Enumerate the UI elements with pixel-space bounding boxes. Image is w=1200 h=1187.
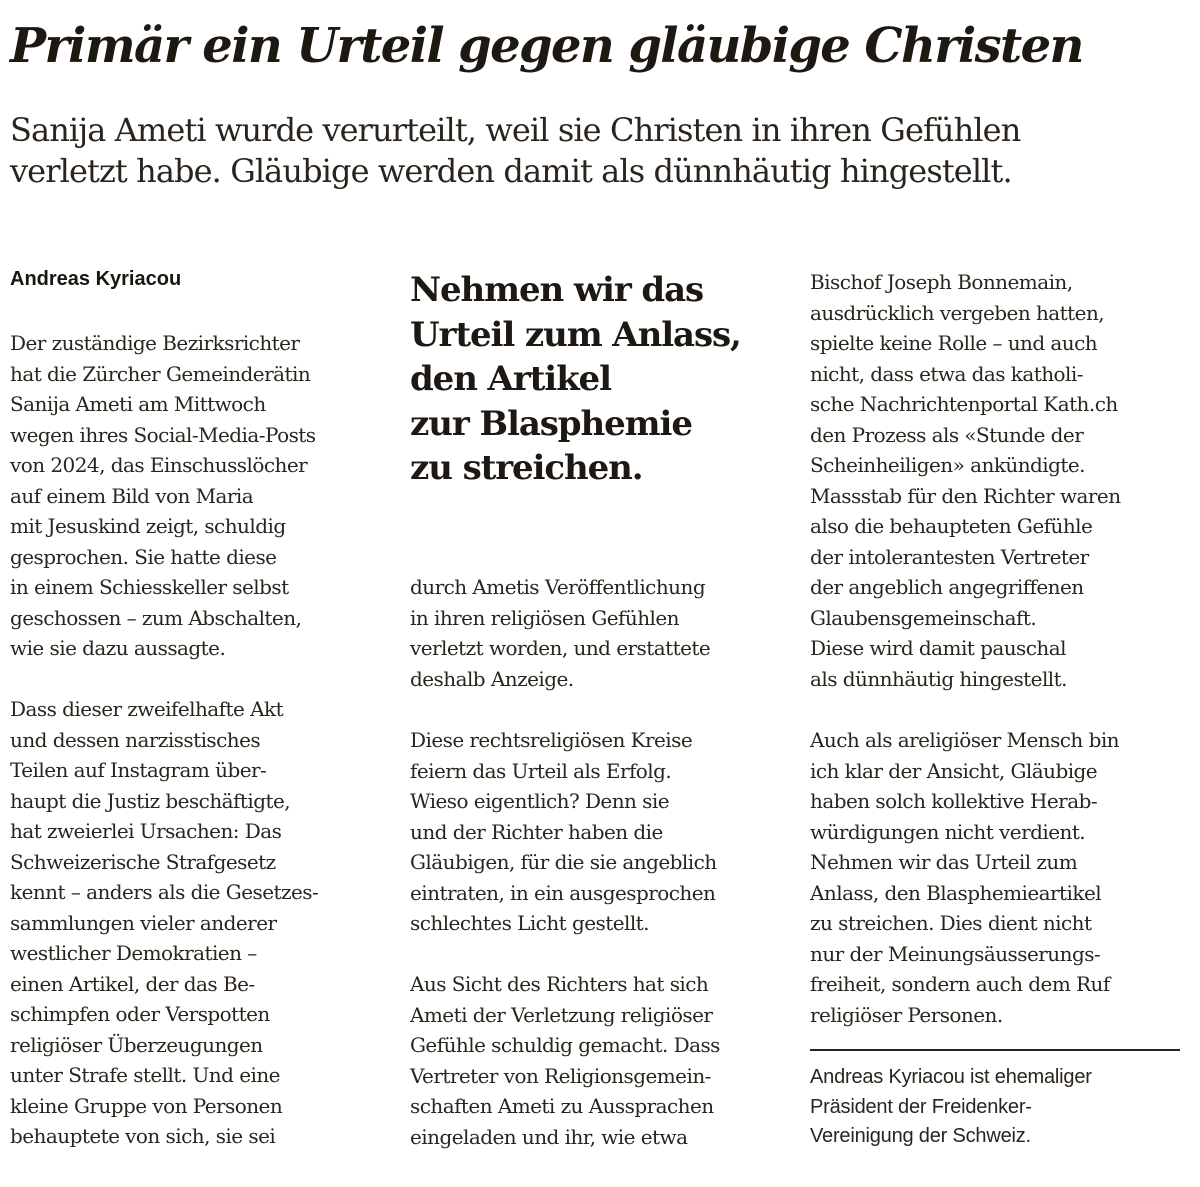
text-line: hat zweierlei Ursachen: Das — [10, 819, 282, 843]
text-line: Diese rechtsreligiösen Kreise — [410, 728, 693, 752]
text-line: den Artikel — [410, 359, 611, 399]
text-line: ich klar der Ansicht, Gläubige — [810, 758, 1098, 783]
text-line: eingeladen und ihr, wie etwa — [410, 1124, 688, 1149]
text-line: von 2024, das Einschusslöcher — [10, 453, 308, 477]
text-line: sche Nachrichtenportal Kath.ch — [810, 392, 1118, 416]
text-line: auf einem Bild von Maria — [10, 483, 254, 508]
paragraph — [10, 328, 316, 664]
text-line: religiöser Personen. — [810, 1002, 1003, 1027]
text-line: haupt die Justiz beschäftigte, — [10, 788, 291, 813]
text-line: Massstab für den Richter waren — [810, 483, 1121, 508]
text-line: verletzt worden, und erstattete — [410, 636, 711, 660]
text-line: Schweizerische Strafgesetz — [10, 849, 276, 874]
text-line: Bischof Joseph Bonnemain, — [810, 270, 1073, 294]
text-line: Wieso eigentlich? Denn sie — [410, 789, 670, 813]
column-3-bottom — [810, 725, 1119, 1030]
column-2-bottom — [410, 969, 720, 1152]
text-line: Anlass, den Blasphemieartikel — [810, 880, 1102, 905]
text-line: Auch als areligiöser Mensch bin — [810, 728, 1120, 752]
bio-divider — [810, 1049, 1180, 1051]
text-line: Präsident der Freidenker- — [810, 1095, 1032, 1118]
text-line: eintraten, in ein ausgesprochen — [410, 880, 716, 905]
text-line: schlechtes Licht gestellt. — [410, 911, 649, 935]
text-line: Teilen auf Instagram über- — [10, 758, 267, 782]
text-line: durch Ametis Veröffentlichung — [410, 575, 706, 599]
text-line: haben solch kollektive Herab- — [810, 789, 1098, 813]
text-line: als dünnhäutig hingestellt. — [810, 666, 1067, 691]
text-line: freiheit, sondern auch dem Ruf — [810, 972, 1110, 996]
text-line: feiern das Urteil als Erfolg. — [410, 758, 672, 783]
paragraph — [810, 267, 1121, 694]
text-line: behauptete von sich, sie sei — [10, 1124, 276, 1148]
author-byline: Andreas Kyriacou — [10, 268, 182, 290]
text-line: westlicher Demokratien – — [10, 941, 257, 965]
text-line: und dessen narzisstisches — [10, 727, 261, 752]
text-line: zu streichen. — [410, 448, 643, 488]
lead-line: Sanija Ameti wurde verurteilt, weil sie Christen in ihren Gefühlen — [10, 111, 1021, 149]
text-line: Urteil zum Anlass, — [410, 314, 741, 355]
text-line: Vereinigung der Schweiz. — [810, 1125, 1031, 1147]
text-line: nur der Meinungsäusserungs- — [810, 941, 1101, 966]
paragraph — [410, 725, 717, 939]
text-line: also die behaupteten Gefühle — [810, 514, 1093, 538]
text-line: Vertreter von Religionsgemein- — [410, 1063, 711, 1088]
pull-quote — [410, 268, 741, 491]
text-line: einen Artikel, der das Be- — [10, 971, 255, 996]
text-line: kleine Gruppe von Personen — [10, 1093, 283, 1118]
text-line: Sanija Ameti am Mittwoch — [10, 392, 266, 416]
text-line: spielte keine Rolle – und auch — [810, 331, 1098, 355]
text-line: Scheinheiligen» ankündigte. — [810, 453, 1085, 477]
column-1 — [10, 328, 316, 664]
text-line: kennt – anders als die Gesetzes- — [10, 880, 319, 904]
text-line: zu streichen. Dies dient nicht — [810, 911, 1092, 935]
paragraph — [410, 572, 710, 694]
text-line: deshalb Anzeige. — [410, 666, 574, 691]
paragraph — [410, 969, 720, 1152]
text-line: hat die Zürcher Gemeinderätin — [10, 361, 311, 386]
headline: Primär ein Urteil gegen gläubige Christen — [10, 18, 1083, 74]
text-line: Gefühle schuldig gemacht. Dass — [410, 1033, 720, 1057]
text-line: Der zuständige Bezirksrichter — [10, 331, 300, 355]
text-line: unter Strafe stellt. Und eine — [10, 1063, 280, 1087]
text-line: religiöser Überzeugungen — [10, 1032, 263, 1057]
column-2-middle — [410, 725, 717, 939]
text-line: geschossen – zum Abschalten, — [10, 605, 302, 630]
text-line: Diese wird damit pauschal — [810, 636, 1066, 660]
text-line: Nehmen wir das — [410, 270, 704, 310]
paragraph — [810, 725, 1119, 1030]
text-line: Aus Sicht des Richters hat sich — [410, 972, 709, 996]
lead-subtitle — [10, 110, 1195, 192]
text-line: Glaubensgemeinschaft. — [810, 605, 1037, 630]
text-line: sammlungen vieler anderer — [10, 910, 277, 935]
text-line: den Prozess als «Stunde der — [810, 422, 1084, 447]
text-line: wie sie dazu aussagte. — [10, 636, 226, 660]
text-line: Nehmen wir das Urteil zum — [810, 850, 1078, 874]
text-line: und der Richter haben die — [410, 819, 663, 844]
paragraph — [10, 694, 318, 1152]
text-line: Dass dieser zweifelhafte Akt — [10, 697, 284, 721]
text-line: in einem Schiesskeller selbst — [10, 575, 289, 599]
text-line: schaften Ameti zu Aussprachen — [410, 1094, 714, 1118]
text-line: ausdrücklich vergeben hatten, — [810, 300, 1105, 325]
author-bio — [810, 1063, 1092, 1152]
text-line: Ameti der Verletzung religiöser — [410, 1002, 713, 1027]
column-3 — [810, 267, 1121, 694]
text-line: nicht, dass etwa das katholi- — [810, 361, 1083, 386]
text-line: würdigungen nicht verdient. — [810, 819, 1086, 844]
text-line: mit Jesuskind zeigt, schuldig — [10, 514, 286, 538]
text-line: wegen ihres Social-Media-Posts — [10, 422, 316, 447]
text-line: schimpfen oder Verspotten — [10, 1002, 270, 1026]
text-line: der intolerantesten Vertreter — [810, 544, 1089, 569]
text-line: Andreas Kyriacou ist ehemaliger — [810, 1066, 1092, 1088]
text-line: zur Blasphemie — [410, 403, 692, 444]
text-line: der angeblich angegriffenen — [810, 575, 1084, 599]
column-1-continued — [10, 694, 318, 1152]
text-line: gesprochen. Sie hatte diese — [10, 544, 277, 569]
column-2 — [410, 572, 710, 694]
text-line: Gläubigen, für die sie angeblich — [410, 850, 717, 874]
lead-line: verletzt habe. Gläubige werden damit als dünnhäutig hingestellt. — [10, 152, 1012, 190]
text-line: in ihren religiösen Gefühlen — [410, 605, 680, 630]
